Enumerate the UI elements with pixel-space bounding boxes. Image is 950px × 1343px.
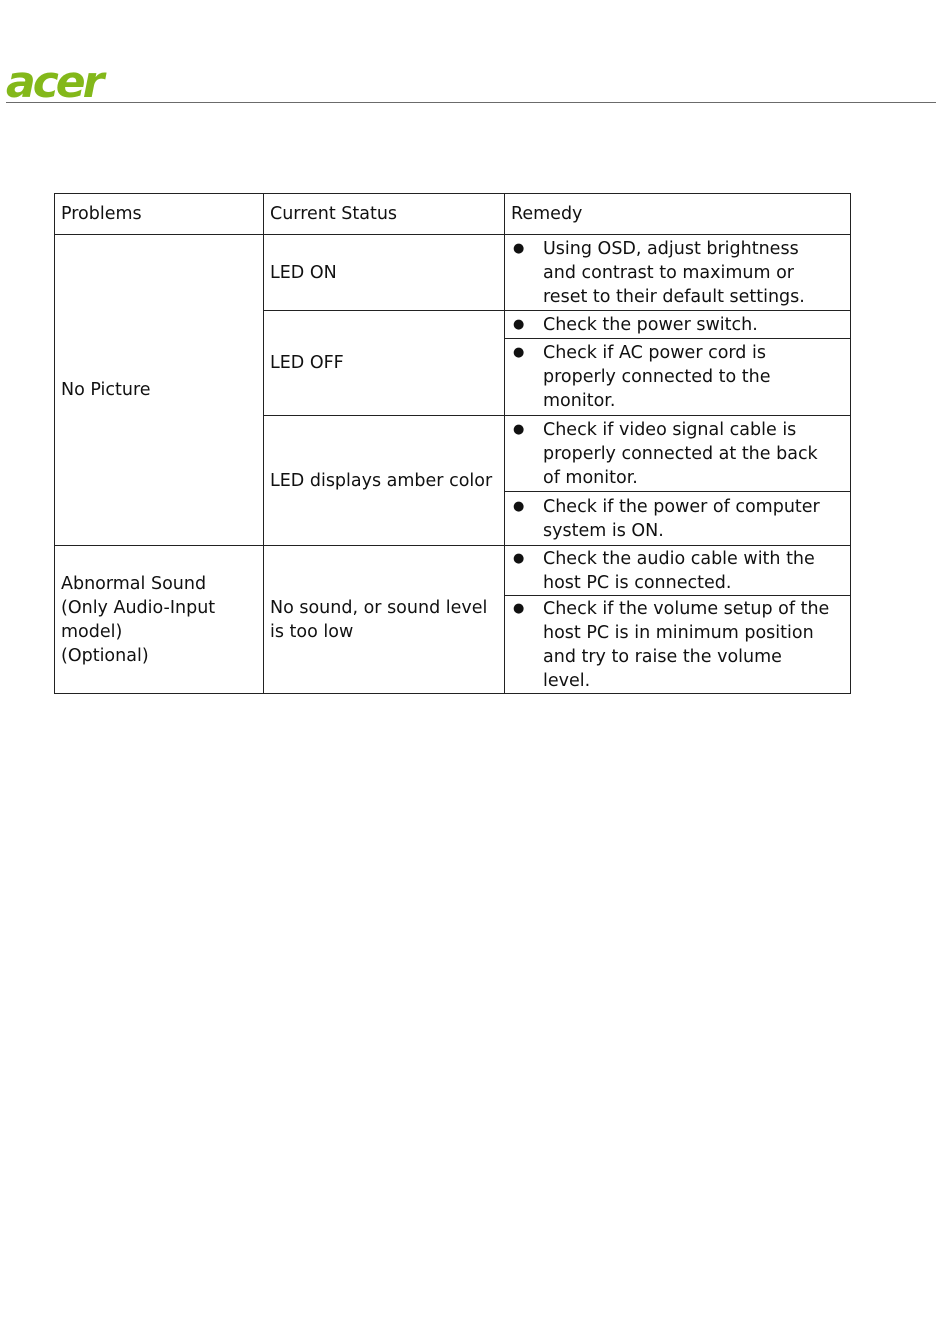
status-led-amber: LED displays amber color: [264, 416, 505, 546]
remedy-cell: [505, 235, 851, 311]
status-no-sound: No sound, or sound level is too low: [264, 546, 505, 694]
problem-abnormal-sound: Abnormal Sound (Only Audio-Input model) (Optional): [55, 546, 264, 694]
header-rule: [6, 102, 936, 103]
header-current-status: Current Status: [264, 194, 505, 235]
remedy-item: [511, 313, 844, 337]
bullet-icon: ●: [513, 600, 525, 616]
table-row: [55, 235, 851, 311]
remedy-item: [511, 547, 844, 595]
header-remedy: Remedy: [505, 194, 851, 235]
remedy-item: [511, 341, 844, 413]
header-problems: Problems: [55, 194, 264, 235]
acer-logo-text: acer: [6, 60, 102, 104]
bullet-icon: ●: [513, 498, 525, 514]
remedy-text: Check the audio cable with the host PC is connected.: [543, 548, 815, 593]
remedy-text: Check the power switch.: [543, 314, 758, 335]
remedy-item: [511, 418, 844, 490]
acer-logo-mark: [6, 60, 138, 104]
troubleshooting-table: [54, 193, 851, 694]
remedy-item: [511, 597, 844, 693]
remedy-item: [511, 495, 844, 543]
bullet-icon: ●: [513, 550, 525, 566]
remedy-text: Using OSD, adjust brightness and contrast to maximum or reset to their default settings.: [543, 238, 805, 307]
status-led-off: LED OFF: [264, 311, 505, 416]
remedy-text: Check if AC power cord is properly connected to the monitor.: [543, 343, 771, 411]
table-row: [55, 546, 851, 596]
status-led-on: LED ON: [264, 235, 505, 311]
remedy-item: [511, 237, 844, 309]
remedy-cell: [505, 311, 851, 339]
acer-logo: [6, 60, 138, 104]
remedy-cell: [505, 492, 851, 546]
bullet-icon: ●: [513, 316, 525, 332]
problem-no-picture: No Picture: [55, 235, 264, 546]
remedy-cell: [505, 596, 851, 694]
bullet-icon: ●: [513, 345, 525, 360]
remedy-cell: [505, 339, 851, 416]
remedy-cell: [505, 416, 851, 492]
remedy-text: Check if the power of computer system is ON.: [543, 496, 820, 541]
bullet-icon: ●: [513, 421, 525, 437]
bullet-icon: ●: [513, 240, 525, 256]
remedy-cell: [505, 546, 851, 596]
table-header-row: [55, 194, 851, 235]
remedy-text: Check if video signal cable is properly connected at the back of monitor.: [543, 419, 818, 488]
remedy-text: Check if the volume setup of the host PC is in minimum position and try to raise the volume level.: [543, 598, 830, 691]
